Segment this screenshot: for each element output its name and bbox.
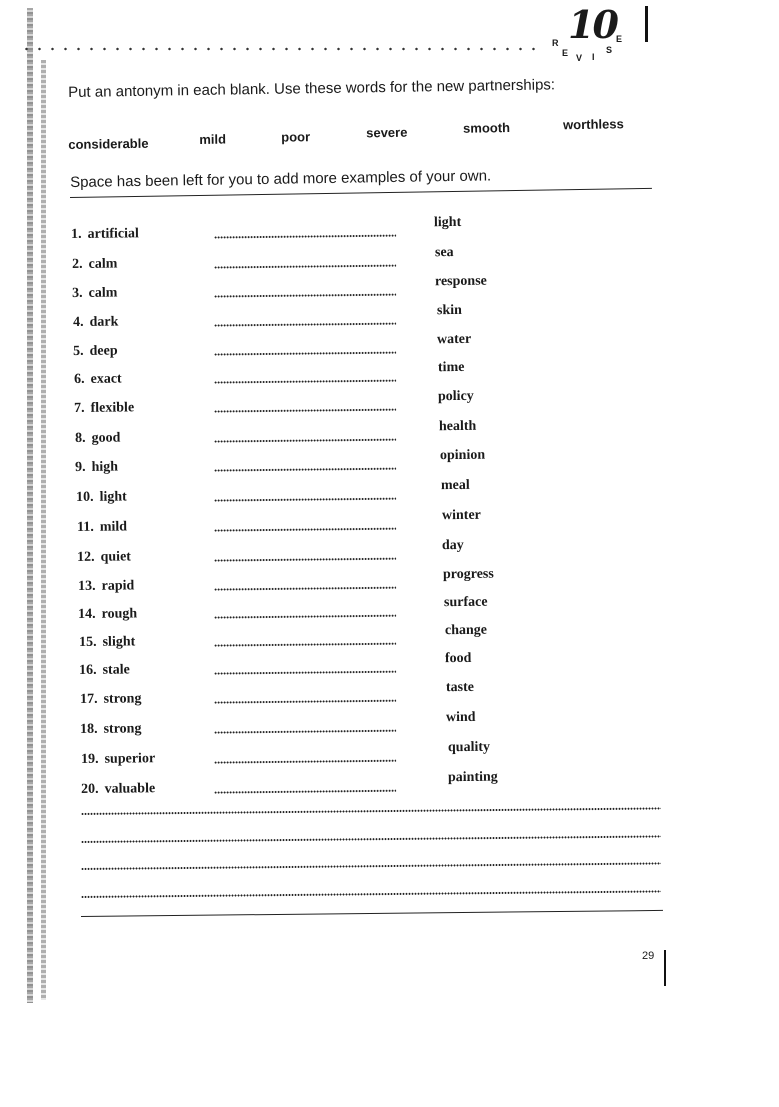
answer-blank[interactable] <box>214 759 396 765</box>
item-noun: meal <box>440 477 470 494</box>
logo-letter: E <box>562 48 569 58</box>
item-number: 5. <box>73 343 84 359</box>
item-noun: wind <box>445 709 476 726</box>
item-noun: skin <box>436 302 462 319</box>
word-bank-item: considerable <box>68 135 149 152</box>
answer-blank[interactable] <box>214 293 396 299</box>
logo-word-arc <box>548 2 628 64</box>
logo-letter: S <box>606 45 613 55</box>
answer-blank[interactable] <box>214 408 396 414</box>
space-note: Space has been left for you to add more examples of your own. <box>70 167 492 191</box>
item-adjective: artificial <box>87 226 139 242</box>
answer-blank[interactable] <box>214 586 396 592</box>
item-adjective: stale <box>102 662 130 678</box>
answer-blank[interactable] <box>214 234 396 240</box>
word-bank-item: poor <box>281 129 311 145</box>
answer-blank[interactable] <box>214 322 396 328</box>
item-word <box>80 691 142 708</box>
answer-blank[interactable] <box>214 351 396 357</box>
item-number: 19. <box>81 751 99 767</box>
item-noun: day <box>441 537 464 554</box>
instruction-text: Put an antonym in each blank. Use these words for the new partnerships: <box>68 76 556 101</box>
item-word <box>77 549 131 566</box>
item-noun: response <box>434 273 487 290</box>
item-adjective: strong <box>103 691 142 707</box>
item-number: 16. <box>79 662 97 678</box>
item-word <box>73 344 118 360</box>
word-bank <box>68 115 628 152</box>
item-word <box>79 634 135 651</box>
binding-edge <box>27 8 33 1003</box>
item-word <box>71 226 139 243</box>
item-adjective: calm <box>88 285 118 301</box>
item-number: 10. <box>76 489 94 505</box>
item-word <box>72 286 117 302</box>
logo-letter: R <box>552 38 559 48</box>
item-noun: time <box>437 359 465 376</box>
item-number: 9. <box>75 459 86 475</box>
item-adjective: quiet <box>100 549 131 565</box>
item-number: 14. <box>78 606 96 622</box>
item-word <box>78 578 134 595</box>
item-word <box>81 781 155 798</box>
item-noun: winter <box>441 507 481 524</box>
item-noun: painting <box>447 769 498 786</box>
item-number: 20. <box>81 781 99 797</box>
page-number: 29 <box>642 950 655 962</box>
item-number: 17. <box>80 691 98 707</box>
answer-blank[interactable] <box>214 497 396 503</box>
answer-blank[interactable] <box>214 670 396 676</box>
item-number: 3. <box>72 285 83 301</box>
item-noun: water <box>436 331 472 348</box>
answer-blank[interactable] <box>214 379 396 385</box>
item-word <box>78 606 137 623</box>
item-word <box>75 460 118 476</box>
item-noun: food <box>444 650 472 667</box>
item-word <box>80 721 142 738</box>
answer-blank[interactable] <box>214 467 396 473</box>
word-bank-item: mild <box>199 131 227 147</box>
item-number: 15. <box>79 634 97 650</box>
item-word <box>75 431 120 447</box>
item-number: 8. <box>75 430 86 446</box>
item-adjective: dark <box>89 314 119 330</box>
item-word <box>74 372 122 388</box>
item-adjective: deep <box>89 343 118 359</box>
item-number: 18. <box>80 721 98 737</box>
item-number: 6. <box>74 371 85 387</box>
item-noun: sea <box>434 245 454 261</box>
item-adjective: good <box>91 430 121 446</box>
item-number: 11. <box>77 519 94 535</box>
answer-blank[interactable] <box>214 527 396 533</box>
item-noun: health <box>438 418 477 435</box>
item-noun: quality <box>447 739 491 756</box>
footer-bar <box>664 950 666 986</box>
extra-answer-line[interactable] <box>81 806 661 816</box>
item-number: 4. <box>73 314 84 330</box>
item-noun: progress <box>442 566 494 583</box>
item-adjective: light <box>99 489 127 505</box>
extra-answer-line[interactable] <box>81 834 661 844</box>
item-noun: taste <box>445 679 475 696</box>
answer-blank[interactable] <box>214 642 396 648</box>
item-adjective: superior <box>104 751 156 767</box>
item-word <box>74 400 134 417</box>
item-noun: policy <box>437 388 474 405</box>
answer-blank[interactable] <box>214 789 396 795</box>
logo-number: 10 <box>568 2 617 47</box>
item-adjective: exact <box>90 371 122 387</box>
item-number: 13. <box>78 578 96 594</box>
word-bank-item: worthless <box>562 116 624 133</box>
word-bank-item: smooth <box>462 120 511 136</box>
item-adjective: rough <box>101 606 138 622</box>
extra-answer-line[interactable] <box>81 861 661 871</box>
bottom-rule <box>81 910 663 917</box>
item-adjective: slight <box>102 634 136 650</box>
item-word <box>77 519 127 536</box>
item-word <box>73 315 118 331</box>
item-adjective: strong <box>103 721 142 737</box>
item-word <box>81 751 155 768</box>
item-noun: light <box>433 214 462 231</box>
item-adjective: mild <box>99 519 128 535</box>
item-adjective: calm <box>88 256 118 272</box>
header-bar <box>645 6 648 42</box>
answer-blank[interactable] <box>214 264 396 270</box>
item-noun: opinion <box>439 447 486 464</box>
answer-blank[interactable] <box>214 699 396 705</box>
item-word <box>76 489 127 506</box>
item-number: 7. <box>74 400 85 416</box>
answer-blank[interactable] <box>214 438 396 444</box>
answer-blank[interactable] <box>214 729 396 735</box>
item-noun: surface <box>443 594 488 611</box>
answer-blank[interactable] <box>214 557 396 563</box>
item-adjective: rapid <box>101 578 135 594</box>
logo-letter: I <box>592 52 595 62</box>
logo-letter: E <box>616 34 623 44</box>
item-adjective: high <box>91 459 119 475</box>
extra-answer-line[interactable] <box>81 889 661 899</box>
item-word <box>72 257 117 273</box>
item-number: 1. <box>71 226 82 242</box>
item-adjective: flexible <box>90 400 135 416</box>
logo-letter: V <box>576 53 583 63</box>
word-bank-item: severe <box>366 124 408 141</box>
item-noun: change <box>444 622 488 639</box>
item-number: 2. <box>72 256 83 272</box>
item-adjective: valuable <box>104 781 156 797</box>
item-word <box>79 662 130 679</box>
binding-edge-shadow <box>41 60 46 1000</box>
item-number: 12. <box>77 549 95 565</box>
answer-blank[interactable] <box>214 614 396 620</box>
revise-logo <box>548 2 628 64</box>
header-dotted-line <box>20 46 545 52</box>
